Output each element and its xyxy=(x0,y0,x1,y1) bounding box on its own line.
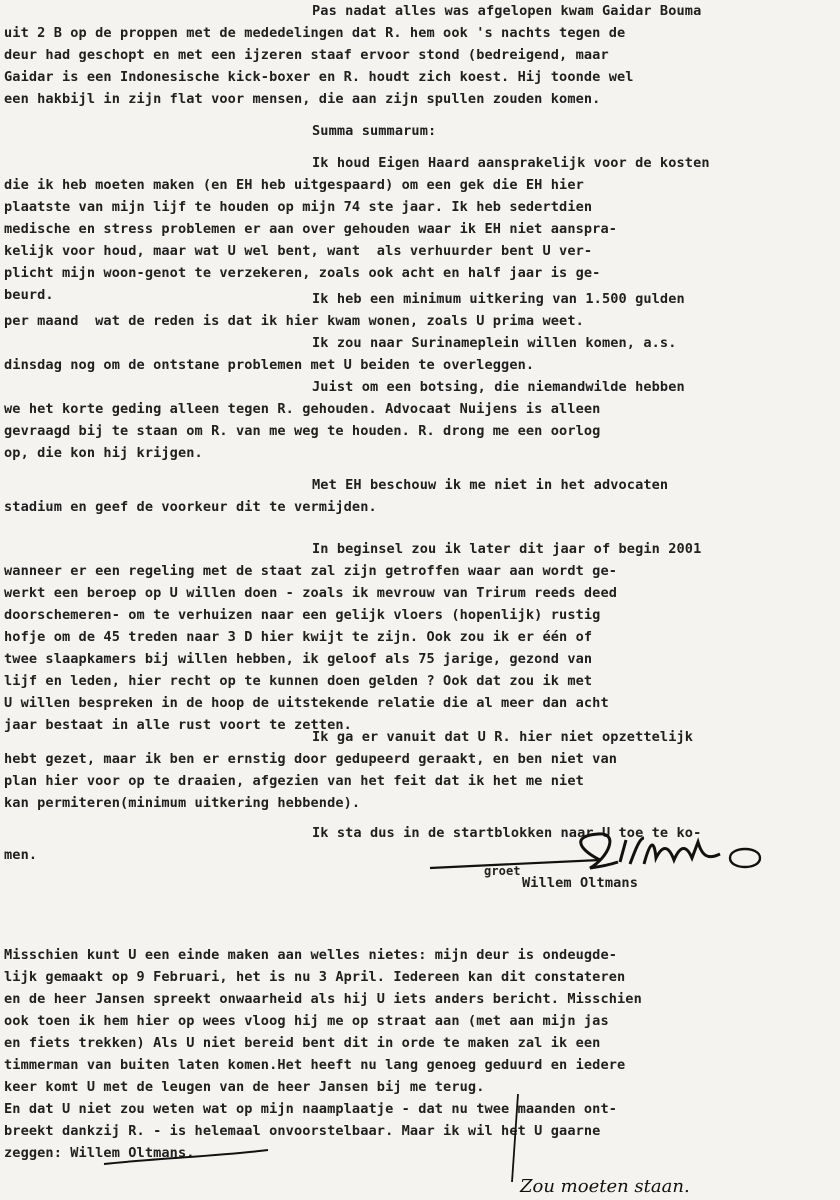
body-line: wanneer er een regeling met de staat zal zijn getroffen waar aan wordt ge- xyxy=(4,563,618,579)
body-line: Ik heb een minimum uitkering van 1.500 gulden xyxy=(312,291,685,307)
body-line: die ik heb moeten maken (en EH heb uitgespaard) om een gek die EH hier xyxy=(4,177,584,193)
body-line: men. xyxy=(4,847,38,863)
body-line: jaar bestaat in alle rust voort te zetten. xyxy=(4,717,352,733)
body-line: hebt gezet, maar ik ben er ernstig door gedupeerd geraakt, en ben niet van xyxy=(4,751,618,767)
intro-line: deur had geschopt en met een ijzeren staaf ervoor stond (bedreigend, maar xyxy=(4,47,609,63)
body-line: we het korte geding alleen tegen R. gehouden. Advocaat Nuijens is alleen xyxy=(4,401,601,417)
body-line: In beginsel zou ik later dit jaar of begin 2001 xyxy=(312,541,702,557)
body-line: Ik houd Eigen Haard aansprakelijk voor de kosten xyxy=(312,155,710,171)
body-line: doorschemeren- om te verhuizen naar een gelijk vloers (hopenlijk) rustig xyxy=(4,607,601,623)
body-line: Juist om een botsing, die niemandwilde hebben xyxy=(312,379,685,395)
postscript-line: keer komt U met de leugen van de heer Jansen bij me terug. xyxy=(4,1079,485,1095)
postscript-line: Misschien kunt U een einde maken aan welles nietes: mijn deur is ondeugde- xyxy=(4,947,618,963)
body-line: twee slaapkamers bij willen hebben, ik geloof als 75 jarige, gezond van xyxy=(4,651,593,667)
closing-greeting: groet xyxy=(484,864,521,878)
postscript-line: zeggen: Willem Oltmans. xyxy=(4,1145,195,1161)
intro-line: uit 2 B op de proppen met de mededelingen dat R. hem ook 's nachts tegen de xyxy=(4,25,626,41)
postscript-line: timmerman van buiten laten komen.Het heeft nu lang genoeg geduurd en iedere xyxy=(4,1057,626,1073)
body-line: kelijk voor houd, maar wat U wel bent, want als verhuurder bent U ver- xyxy=(4,243,593,259)
handwritten-note: Zou moeten staan. xyxy=(520,1176,690,1197)
body-line: medische en stress problemen er aan over gehouden waar ik EH niet aanspra- xyxy=(4,221,618,237)
body-line: Ik sta dus in de startblokken naar U toe te ko- xyxy=(312,825,702,841)
postscript-line: en fiets trekken) Als U niet bereid bent dit in orde te maken zal ik een xyxy=(4,1035,601,1051)
body-line: gevraagd bij te staan om R. van me weg te houden. R. drong me een oorlog xyxy=(4,423,601,439)
body-line: lijf en leden, hier recht op te kunnen doen gelden ? Ook dat zou ik met xyxy=(4,673,593,689)
postscript-line: en de heer Jansen spreekt onwaarheid als hij U iets anders bericht. Misschien xyxy=(4,991,642,1007)
body-line: per maand wat de reden is dat ik hier kwam wonen, zoals U prima weet. xyxy=(4,313,584,329)
section-heading: Summa summarum: xyxy=(312,123,437,139)
body-line: Ik ga er vanuit dat U R. hier niet opzettelijk xyxy=(312,729,694,745)
body-line: Ik zou naar Surinameplein willen komen, a.s. xyxy=(312,335,677,351)
intro-line: Pas nadat alles was afgelopen kwam Gaidar Bouma xyxy=(312,3,702,19)
postscript-line: lijk gemaakt op 9 Februari, het is nu 3 April. Iedereen kan dit constateren xyxy=(4,969,626,985)
body-line: beurd. xyxy=(4,287,54,303)
postscript-line: breekt dankzij R. - is helemaal onvoorstelbaar. Maar ik wil het U gaarne xyxy=(4,1123,601,1139)
body-line: hofje om de 45 treden naar 3 D hier kwijt te zijn. Ook zou ik er één of xyxy=(4,629,593,645)
body-line: Met EH beschouw ik me niet in het advocaten xyxy=(312,477,669,493)
body-line: plaatste van mijn lijf te houden op mijn 74 ste jaar. Ik heb sedertdien xyxy=(4,199,593,215)
body-line: kan permiteren(minimum uitkering hebbende). xyxy=(4,795,361,811)
intro-line: Gaidar is een Indonesische kick-boxer en R. houdt zich koest. Hij toonde wel xyxy=(4,69,634,85)
body-line: U willen bespreken in de hoop de uitstekende relatie die al meer dan acht xyxy=(4,695,609,711)
intro-line: een hakbijl in zijn flat voor mensen, die aan zijn spullen zouden komen. xyxy=(4,91,601,107)
postscript-line: ook toen ik hem hier op wees vloog hij me op straat aan (met aan mijn jas xyxy=(4,1013,609,1029)
body-line: stadium en geef de voorkeur dit te vermijden. xyxy=(4,499,377,515)
body-line: op, die kon hij krijgen. xyxy=(4,445,203,461)
body-line: werkt een beroep op U willen doen - zoals ik mevrouw van Trirum reeds deed xyxy=(4,585,618,601)
body-line: plicht mijn woon-genot te verzekeren, zoals ook acht en half jaar is ge- xyxy=(4,265,601,281)
body-line: dinsdag nog om de ontstane problemen met U beiden te overleggen. xyxy=(4,357,535,373)
body-line: plan hier voor op te draaien, afgezien van het feit dat ik het me niet xyxy=(4,773,584,789)
signature-name: Willem Oltmans xyxy=(522,875,638,891)
postscript-line: En dat U niet zou weten wat op mijn naamplaatje - dat nu twee maanden ont- xyxy=(4,1101,618,1117)
